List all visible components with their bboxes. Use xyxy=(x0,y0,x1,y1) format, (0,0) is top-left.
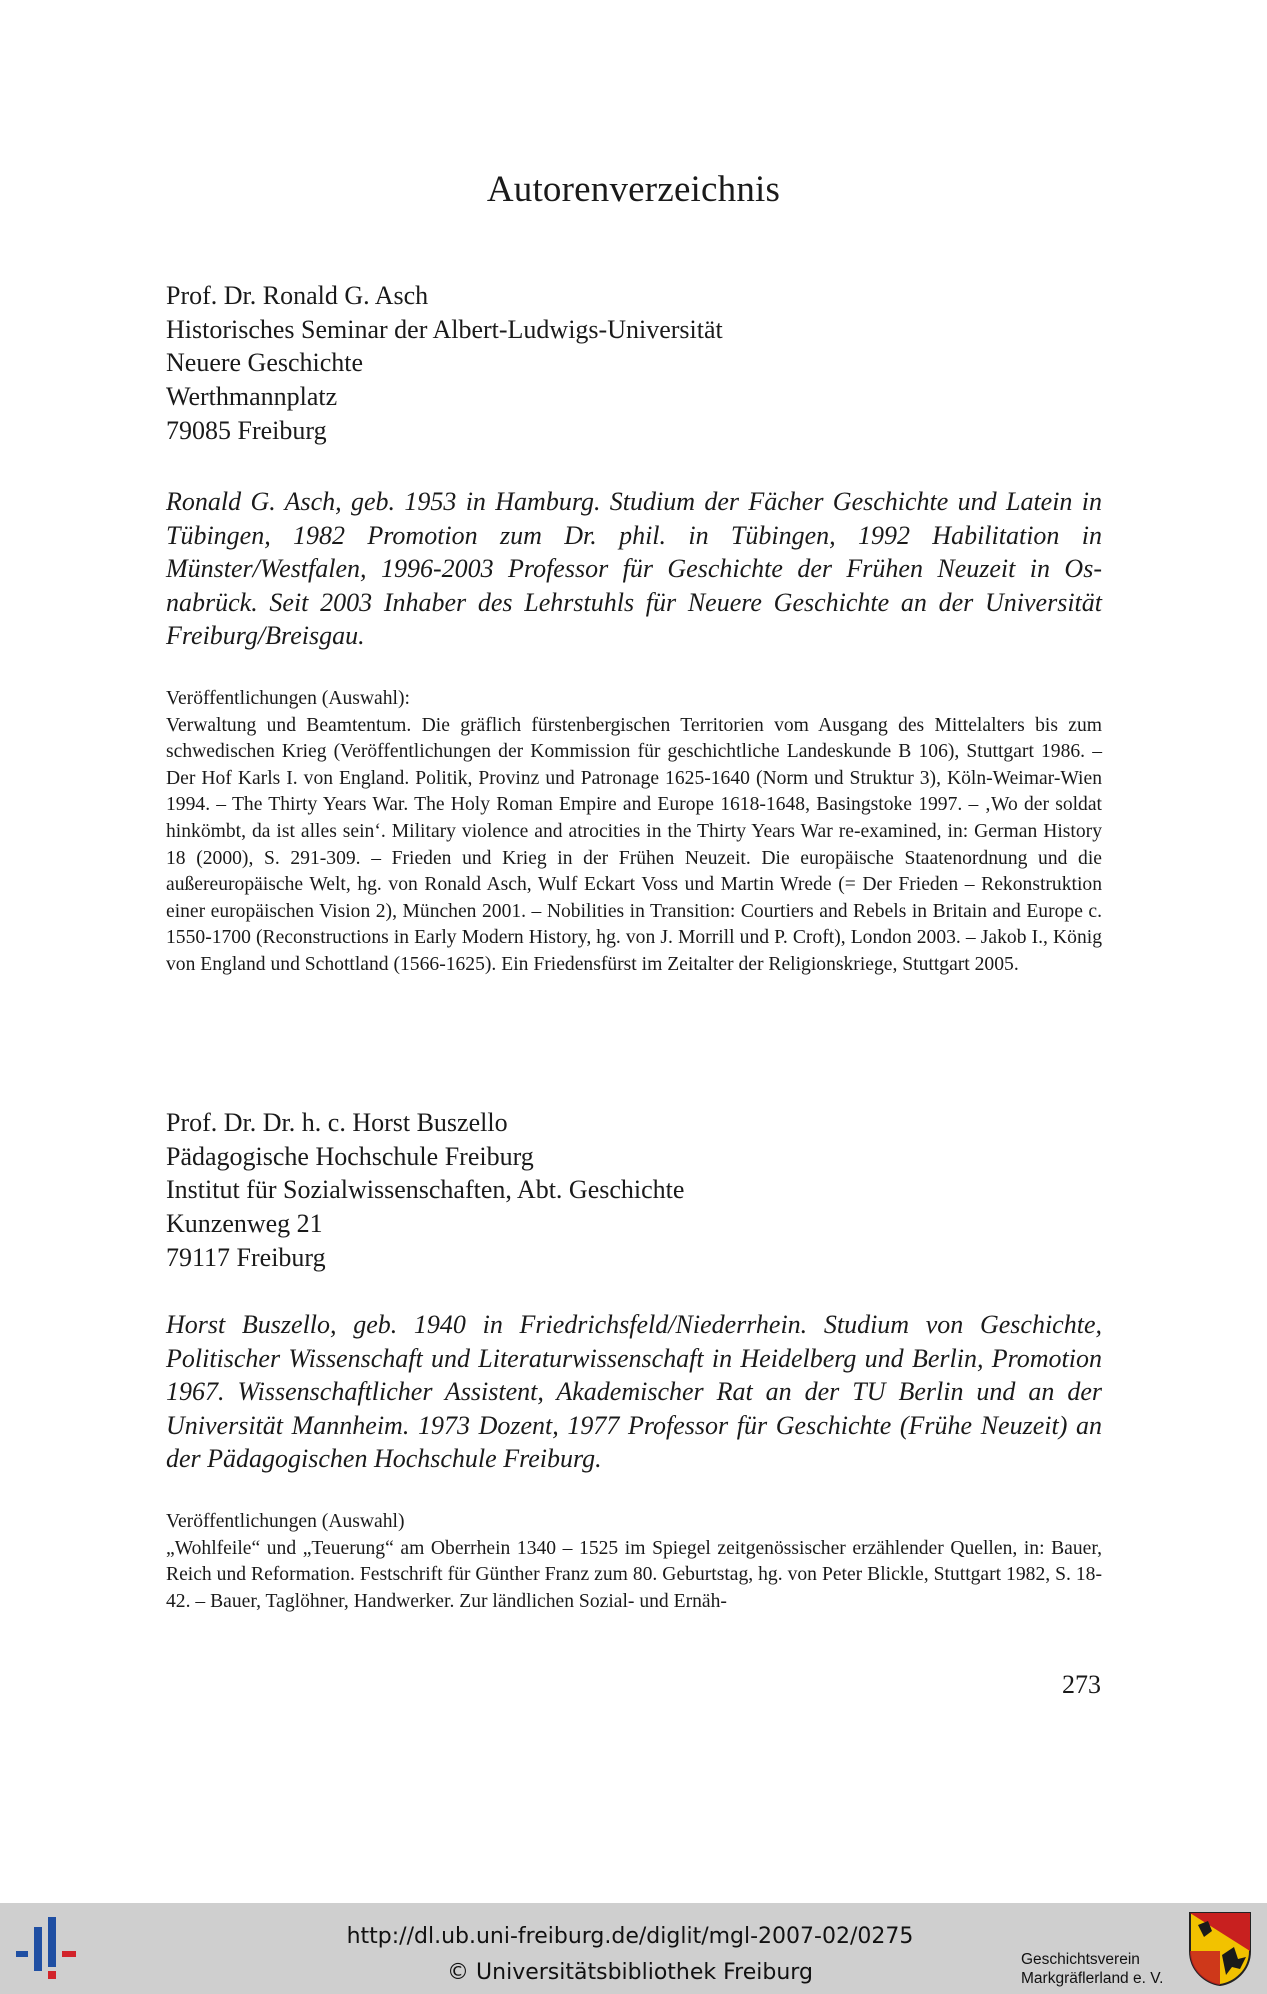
coat-of-arms-icon xyxy=(1188,1911,1252,1987)
address-line: Institut für Sozialwissenschaften, Abt. Geschichte xyxy=(166,1175,685,1205)
publications-heading: Veröffentlichungen (Auswahl): xyxy=(166,688,410,709)
publications-text: Verwaltung und Beamtentum. Die gräflich fürstenbergischen Territorien vom Ausgang des Mittelalters bis zum schwedischen Krieg (Veröffentlichungen der Kommission für geschichtliche Landeskunde B 106), Stuttgart 1986. – Der Hof Karls I. von England. Politik, Provinz und Patronage 1625-1640 (Norm und Struktur 3), Köln-Weimar-Wien 1994. – The Thirty Years War. The Holy Roman Empire and Europe 1618-1648, Basingstoke 1997. – ‚Wo der soldat hinkömbt, da ist alles sein‘. Military violence and atrocities in the Thirty Years War re-examined, in: German History 18 (2000), S. 291-309. – Frieden und Krieg in der Frühen Neuzeit. Die europäische Staatenordnung und die außereuropäische Welt, hg. von Ronald Asch, Wulf Eckart Voss und Martin Wrede (= Der Frieden – Rekonstruktion einer europäischen Vision 2), München 2001. – Nobilities in Transition: Courtiers and Rebels in Britain and Europe c. 1550-1700 (Reconstructions in Early Modern History, hg. von J. Morrill und P. Croft), London 2003. – Jakob I., König von England und Schottland (1566-1625). Ein Friedensfürst im Zeitalter der Religionskriege, Stuttgart 2005. xyxy=(166,714,1102,975)
address-line: 79117 Freiburg xyxy=(166,1242,326,1272)
address-line: Kunzenweg 21 xyxy=(166,1209,323,1239)
author-address-asch xyxy=(166,279,1102,448)
society-name-line: Markgräflerland e. V. xyxy=(1021,1970,1164,1987)
address-line: Prof. Dr. Ronald G. Asch xyxy=(166,281,429,310)
author-bio-asch: Ronald G. Asch, geb. 1953 in Hamburg. Studium der Fächer Geschichte und Latein in Tübingen, 1982 Promotion zum Dr. phil. in Tübingen, 1992 Habilitation in Münster/Westfalen, 1996-2003 Professor für Geschichte der Frühen Neuzeit in Osnabrück. Seit 2003 Inhaber des Lehrstuhls für Neuere Geschichte an der Universität Freiburg/Breisgau. xyxy=(166,487,1102,650)
page-title: Autorenverzeichnis xyxy=(486,169,781,210)
footer-copyright: © Universitätsbibliothek Freiburg xyxy=(447,1960,813,1985)
author-address-buszello xyxy=(166,1106,1102,1275)
author-bio-buszello: Horst Buszello, geb. 1940 in Friedrichsfeld/Niederrhein. Studium von Geschichte, Politischer Wissenschaft und Literaturwissenschaft in Heidelberg und Berlin, Promotion 1967. Wissenschaftlicher Assistent, Akademischer Rat an der TU Berlin und an der Universität Mannheim. 1973 Dozent, 1977 Professor für Geschichte (Frühe Neuzeit) an der Pädagogischen Hochschule Freiburg. xyxy=(166,1310,1102,1473)
footer-bar xyxy=(0,1903,1267,1994)
society-name-line: Geschichtsverein xyxy=(1021,1951,1140,1968)
address-line: Werthmannplatz xyxy=(166,382,338,412)
address-line: Prof. Dr. Dr. h. c. Horst Buszello xyxy=(166,1108,508,1137)
publications-asch xyxy=(166,686,1102,979)
address-line: Pädagogische Hochschule Freiburg xyxy=(166,1141,534,1171)
publications-text: „Wohlfeile“ und „Teuerung“ am Oberrhein 1340 – 1525 im Spiegel zeitgenössischer erzählender Quellen, in: Bauer, Reich und Reformation. Festschrift für Günther Franz zum 80. Geburtstag, hg. von Peter Blickle, Stuttgart 1982, S. 18-42. – Bauer, Taglöhner, Handwerker. Zur ländlichen Sozial- und Ernäh- xyxy=(166,1537,1102,1612)
address-line: Neuere Geschichte xyxy=(166,348,364,378)
footer-url-link[interactable]: http://dl.ub.uni-freiburg.de/diglit/mgl-2007-02/0275 xyxy=(346,1924,914,1949)
ub-freiburg-logo-icon[interactable] xyxy=(12,1913,82,1983)
address-line: Historisches Seminar der Albert-Ludwigs-Universität xyxy=(166,314,723,344)
publications-heading: Veröffentlichungen (Auswahl) xyxy=(166,1511,405,1532)
publications-buszello xyxy=(166,1509,1102,1615)
page-number: 273 xyxy=(1062,1670,1101,1699)
society-name xyxy=(1021,1950,1163,1988)
address-line: 79085 Freiburg xyxy=(166,415,327,445)
